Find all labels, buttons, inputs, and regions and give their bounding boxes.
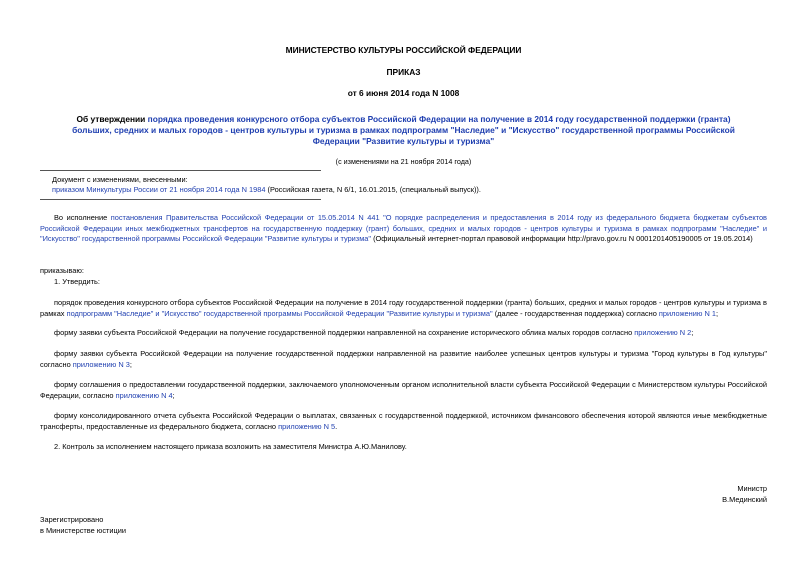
paragraph-form-4 <box>40 380 767 401</box>
changes-intro: Документ с изменениями, внесенными: <box>52 175 188 184</box>
appendix-4-link[interactable]: приложению N 4 <box>115 390 173 400</box>
preamble <box>40 213 767 245</box>
paragraph-form-2 <box>40 328 767 339</box>
paragraph-order-text: порядок проведения конкурсного отбора субъектов Российской Федерации на получение в 2014 году государственной поддержки (гранта) больших, средних и малых городов - центров культуры и туризма в рамках <box>40 298 767 318</box>
paragraph-order-mid: (далее - государственная поддержка) согласно <box>492 308 659 318</box>
subprogram-link[interactable]: подпрограмм "Наследие" и "Искусство" государственной программы Российской Федерации "Развитие культуры и туризма" <box>66 308 493 318</box>
paragraph-form-4-text: форму соглашения о предоставлении государственной поддержки, заключаемого уполномоченным органом исполнительной власти субъекта Российской Федерации с Министерством культуры Российской Федерации, согласно <box>40 380 767 400</box>
paragraph-form-3-end: ; <box>129 359 132 369</box>
signer-name: В.Мединский <box>722 494 767 504</box>
document-title <box>62 114 745 148</box>
ministry-heading: МИНИСТЕРСТВО КУЛЬТУРЫ РОССИЙСКОЙ ФЕДЕРАЦИИ <box>285 45 522 55</box>
decree-link[interactable]: постановления Правительства Российской Федерации от 15.05.2014 N 441 "О порядке распределения и предоставления в 2014 году из федерального бюджета бюджетам субъектов Российской Федерации иных межбюджетных трансфертов на государственную поддержку (грант) больших, средних и малых городов - центров культуры и туризма в рамках подпрограмм "Наследие" и "Искусство" государственной программы Российской Федерации "Развитие культуры и туризма" <box>40 213 767 244</box>
registration-block <box>40 515 126 536</box>
appendix-5-link[interactable]: приложению N 5 <box>278 421 336 431</box>
appendix-3-link[interactable]: приложению N 3 <box>72 359 130 369</box>
divider-bottom <box>40 199 321 200</box>
title-link[interactable]: порядка проведения конкурсного отбора субъектов Российской Федерации на получение в 2014 году государственной поддержки (гранта) больших, средних и малых городов - центров культуры и туризма в рамках подпрограмм "Наследие" и "Искусство" государственной программы Российской Федерации "Развитие культуры и туризма" <box>72 114 735 147</box>
paragraph-form-5-text: форму консолидированного отчета субъекта Российской Федерации о выплатах, связанных с государственной поддержкой, источником финансового обеспечения которой являются иные межбюджетные трансферты, предоставленные из федерального бюджета, согласно <box>40 411 767 431</box>
registration-line-1: Зарегистрировано <box>40 515 104 524</box>
item-2: 2. Контроль за исполнением настоящего приказа возложить на заместителя Министра А.Ю.Манилову. <box>54 442 407 451</box>
edition-note: (с изменениями на 21 ноября 2014 года) <box>335 157 472 166</box>
paragraph-order <box>40 298 767 319</box>
appendix-1-link[interactable]: приложению N 1 <box>658 308 716 318</box>
paragraph-form-5 <box>40 411 767 432</box>
document-type: ПРИКАЗ <box>386 67 421 77</box>
item-1: 1. Утвердить: <box>54 277 100 286</box>
orders-word: приказываю: <box>40 266 84 275</box>
signature-block <box>722 484 767 505</box>
preamble-start: Во исполнение <box>54 213 111 222</box>
document-date-number: от 6 июня 2014 года N 1008 <box>347 88 460 98</box>
paragraph-order-end: ; <box>715 308 719 318</box>
amendment-source: (Российская газета, N 6/1, 16.01.2015, (специальный выпуск)). <box>265 185 481 195</box>
preamble-end: (Официальный интернет-портал правовой информации http://pravo.gov.ru N 0001201405190005 от 19.05.2014) <box>371 234 753 244</box>
registration-line-2: в Министерстве юстиции <box>40 525 127 535</box>
paragraph-form-4-end: ; <box>172 390 175 400</box>
divider-top <box>40 170 321 171</box>
title-prefix: Об утверждении <box>76 114 148 124</box>
appendix-2-link[interactable]: приложению N 2 <box>634 328 692 337</box>
paragraph-form-3 <box>40 349 767 370</box>
signer-position: Министр <box>737 484 767 493</box>
changes-block <box>52 175 752 196</box>
changes-line <box>52 185 752 195</box>
amendment-link[interactable]: приказом Минкультуры России от 21 ноября 2014 года N 1984 <box>52 185 266 195</box>
paragraph-form-2-end: ; <box>691 328 694 337</box>
paragraph-form-3-text: форму заявки субъекта Российской Федерации на получение государственной поддержки направленной на развитие наиболее успешных центров культуры и туризма "Город культуры в Год культуры" согласно <box>40 349 767 369</box>
paragraph-form-5-end: . <box>335 421 338 431</box>
paragraph-form-2-text: форму заявки субъекта Российской Федерации на получение государственной поддержки направленной на сохранение исторического облика малых городов согласно <box>54 328 635 337</box>
